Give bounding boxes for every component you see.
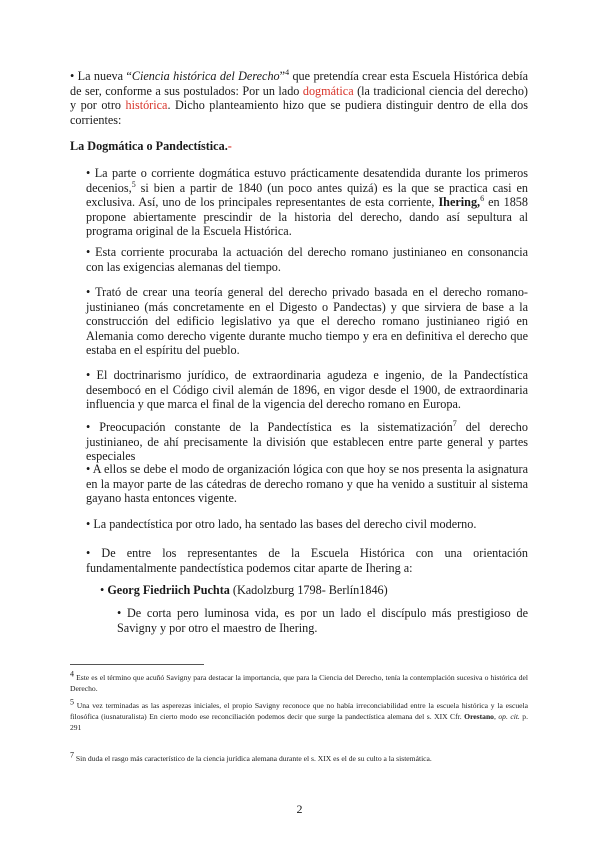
- paragraph-representantes: • De entre los representantes de la Escuela Histórica con una orientación fundamentalmente pandectística podemos citar aparte de Ihering a:: [86, 546, 528, 575]
- highlight-dogmatica: dogmática: [302, 83, 354, 98]
- paragraph-doctrinarismo: • El doctrinarismo jurídico, de extraordinaria agudeza e ingenio, de la Pandectística desembocó en el Código civil alemán de 1896, en vigor desde el 1900, de extraordinaria influencia y que marca el final de la vigencia del derecho romano en Europa.: [86, 368, 528, 412]
- name-ihering: Ihering,: [438, 195, 481, 210]
- footnote-divider: [70, 664, 204, 665]
- footnote-ref-5[interactable]: 5: [131, 179, 136, 189]
- section-heading: La Dogmática o Pandectística.-: [70, 139, 232, 153]
- paragraph-ciencia-historica: • La nueva “Ciencia histórica del Derecho”$^4$ que pretendía crear esta Escuela Histórica debía de ser, conforme a sus postulados: Por un lado dogmática (la tradicional ciencia del derecho) y por otro histórica. Dicho planteamiento hizo que se pudiera distinguir dentro de ella dos corrientes:: [70, 67, 528, 127]
- footnote-4: $^4$ Este es el término que acuñó Savigny para destacar la importancia, que para la Ciencia del Derecho, tenía la contemplación sucesiva o histórica del Derecho.: [70, 669, 528, 693]
- footnote-ref-6[interactable]: 6: [480, 194, 485, 204]
- paragraph-sistematizacion: • Preocupación constante de la Pandectística es la sistematización$^7$ del derecho justinianeo, de ahí precisamente la división que establecen entre parte general y partes especiales: [86, 418, 528, 464]
- highlight-historica: histórica: [125, 98, 168, 113]
- paragraph-actuacion: • Esta corriente procuraba la actuación del derecho romano justinianeo en consonancia con las exigencias alemanas del tiempo.: [86, 245, 528, 274]
- paragraph-teoria-general: • Trató de crear una teoría general del derecho privado basada en el derecho romano-justinianeo (más concretamente en el Digesto o Pandectas) y que sirviera de base a la construcción del edificio legislativo ya que el derecho romano justinianeo rigió en Alemania como derecho vigente durante mucho tiempo y era en definitiva el derecho que estaba en el espíritu del pueblo.: [86, 285, 528, 358]
- paragraph-organizacion-logica: • A ellos se debe el modo de organización lógica con que hoy se nos presenta la asignatura en la mayor parte de las cátedras de derecho romano y que ha venido a sustituir al sistema gayano hasta entonces vigente.: [86, 462, 528, 506]
- footnote-ref-7[interactable]: 7: [452, 418, 457, 428]
- paragraph-derecho-civil: • La pandectística por otro lado, ha sentado las bases del derecho civil moderno.: [86, 517, 477, 531]
- footnote-5: $^5$ Una vez terminadas as las asperezas iniciales, el propio Savigny reconoce que no había irreconciabilidad entre la escuela histórica y la escuela filosófica (iusnaturalista) En cierto modo ese reconciliación podemos decir que surge la pandectística alemana del s. XIX Cfr. Orestano, op. cit. p. 291: [70, 697, 529, 732]
- paragraph-corriente-dogmatica: • La parte o corriente dogmática estuvo prácticamente desatendida durante los primeros decenios,$^5$ si bien a partir de 1840 (un poco antes quizá) es la que se practica casi en exclusiva. Así, uno de los principales representantes de esta corriente, Ihering,$^6$ en 1858 propone abiertamente prescindir de la historia del derecho, dando así sepultura al programa original de la Escuela Histórica.: [86, 166, 528, 239]
- footnote-7: $^7$ Sin duda el rasgo más característico de la ciencia jurídica alemana durante el s. XIX es el de su culto a la sistemática.: [70, 750, 432, 763]
- page-number: 2: [296, 802, 303, 816]
- subheading-puchta: • Georg Fiedriich Puchta (Kadolzburg 1798- Berlín1846): [100, 583, 388, 597]
- name-puchta: Georg Fiedriich Puchta: [107, 583, 230, 597]
- footnote-ref-4[interactable]: 4: [285, 67, 290, 77]
- paragraph-corta-vida: • De corta pero luminosa vida, es por un lado el discípulo más prestigioso de Savigny y por otro el maestro de Ihering.: [117, 606, 528, 635]
